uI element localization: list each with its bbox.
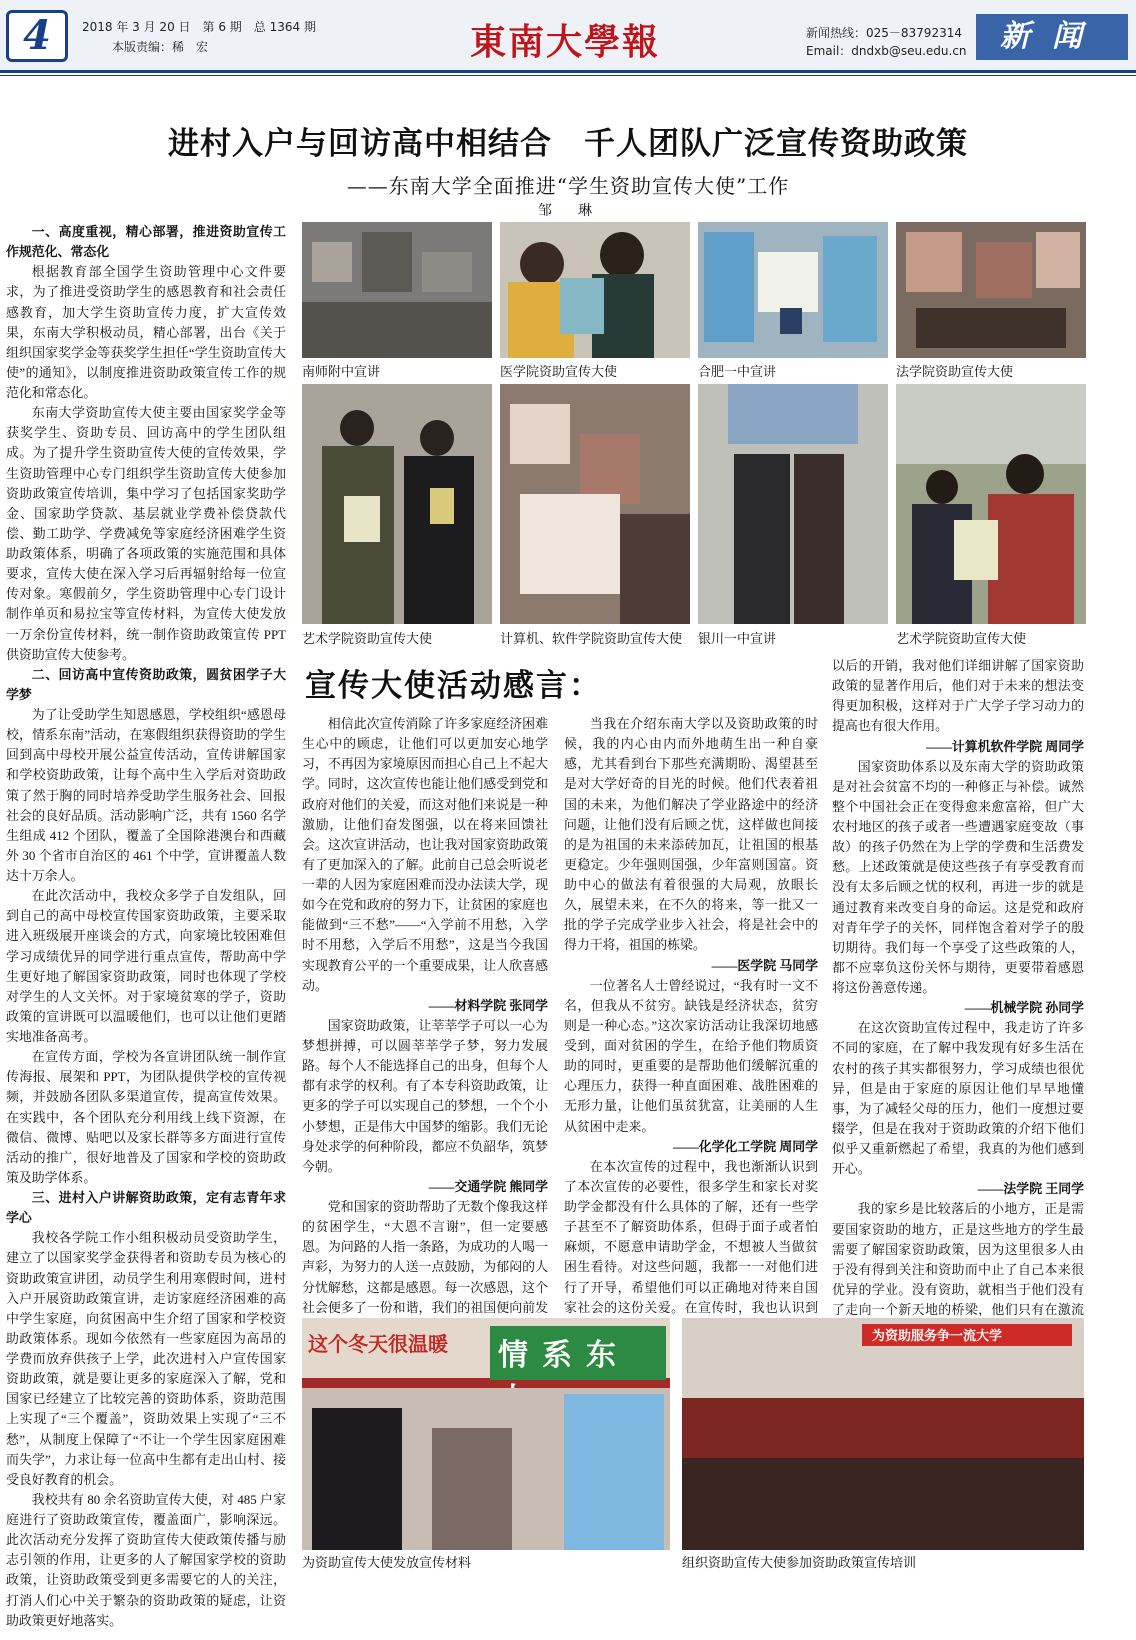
photo-caption: 医学院资助宣传大使 — [500, 365, 618, 380]
photo-training-auditorium — [682, 1318, 1084, 1550]
testimonial-column-2 — [564, 714, 818, 1316]
photo-caption: 计算机、软件学院资助宣传大使 — [500, 632, 683, 647]
testimonial-column-1 — [302, 714, 548, 1316]
paragraph: 我校各学院工作小组积极动员受资助学生，建立了以国家奖学金获得者和资助专员为核心的资助政策宣讲团，动员学生利用寒假时间，进村入户开展资助政策宣讲，走访家庭经济困难的高中学生家庭，向贫困高中生介绍了国家和学校资助政策体系。现如今依然有一些家庭因为高昂的学费而放弃供孩子上学，此次进村入户宣传国家资助政策，就是要让更多的家庭深入了解，党和国家已经建立了比较完善的资助体系，资助范围上实现了“三个覆盖”，资助效果上实现了“三不愁”，从制度上保障了“不让一个学生因家庭困难而失学”，力求让每一位高中生都有走出山村、接受良好教育的机会。 — [6, 1231, 286, 1487]
paragraph: 当我在介绍东南大学以及资助政策的时候，我的内心由内而外地萌生出一种自豪感，尤其看到台下那些充满期盼、渴望甚至是对大学好奇的目光的时候。他们代表着祖国的未来，为他们解决了学业路途中的经济问题，让他们没有后顾之忧，这样做也间接的是为祖国的未来添砖加瓦，让祖国的根基更稳定。少年强则国强，少年富则国富。资助中心的做法有着很强的大局观，放眼长久，展望未来，在不久的将来，等一批又一批的学子完成学业步入社会，将是社会中的得力干将，祖国的栋梁。 — [564, 717, 818, 953]
photo-yinchuan-no1 — [698, 384, 888, 624]
photo-caption: 为资助宣传大使发放宣传材料 — [302, 1556, 472, 1571]
paragraph: 一位著名人士曾经说过，“我有时一文不名，但我从不贫穷。缺钱是经济状态，贫穷则是一种心态。”这次家访活动让我深切地感受到，面对贫困的学生，在给予他们物质资助的同时，更重要的是帮助他们缓解沉重的心理压力，获得一种直面困难、战胜困难的无形力量，让他们虽贫犹富，让美丽的人生从贫困中走来。 — [564, 978, 818, 1134]
paragraph: 为了让受助学生知恩感恩，学校组织“感恩母校，情系东南”活动，在寒假组织获得资助的学生回到高中母校开展公益宣传活动，宣传讲解国家和学校资助政策，让每个高中生入学后对资助政策了然于胸的同时培养受助学生服务社会、回报社会的良好品质。活动影响广泛，共有 1560 名学生组成 412 个团队，覆盖了全国除港澳台和西藏外 30 个省市自治区的 461 个中学，宣讲覆盖人数达十万余人。 — [6, 708, 286, 883]
paragraph: 我的家乡是比较落后的小地方，正是需要国家资助的地方，正是这些地方的学生最需要了解国家资助政策，因为这里很多人由于没有得到关注和资助而中止了自己本来很优异的学业。没有资助，就相当于他们没有了走向一个新天地的桥梁，他们只有在激流 — [832, 1202, 1084, 1316]
paragraph: 以后的开销，我对他们详细讲解了国家资助政策的显著作用后，他们对于未来的想法变得更加积极，这样对于广大学子学习动力的提高也有很大作用。 — [832, 659, 1084, 734]
contact-email: Email：dndxb@seu.edu.cn — [806, 44, 967, 58]
photo-art-school-1 — [302, 384, 492, 624]
article-body-left — [6, 222, 286, 1634]
paragraph: 我校共有 80 余名资助宣传大使，对 485 户家庭进行了资助政策宣传，覆盖面广，影响深远。此次活动充分发挥了资助宣传大使政策传播与励志引领的作用，让更多的人了解国家学校的资助政策，让资助政策受到更多需要它的人的关注，打消人们心中关于繁杂的资助政策的疑虑，让资助政策更好地落实。 — [6, 1492, 286, 1628]
photo-art-school-2 — [896, 384, 1086, 624]
photo-caption: 法学院资助宣传大使 — [896, 365, 1014, 380]
section-subheading: 三、进村入户讲解资助政策，定有志青年求学心 — [6, 1191, 286, 1226]
photo-computer-school — [500, 384, 690, 624]
photo-material-distribution — [302, 1318, 670, 1550]
paragraph: 在这次资助宣传过程中，我走访了许多不同的家庭，在了解中我发现有好多生活在农村的孩子其实都很努力，学习成绩也很优异，但是由于家庭的原因让他们早早地懂事，为了减轻父母的压力，他们一度想过要辍学，但是在我对于资助政策的介绍下他们似乎又重新燃起了希望，我真的为他们感到开心。 — [832, 1021, 1084, 1177]
photo-caption: 合肥一中宣讲 — [698, 365, 777, 380]
banner-text: 情系东 — [498, 1338, 630, 1373]
photo-law-school — [896, 222, 1086, 358]
author-signature: ——机械学院 孙同学 — [964, 1001, 1084, 1016]
photo-caption: 组织资助宣传大使参加资助政策宣传培训 — [682, 1556, 917, 1571]
photo-caption: 南师附中宣讲 — [302, 365, 381, 380]
section-heading: 宣传大使活动感言： — [305, 668, 602, 703]
paragraph: 东南大学资助宣传大使主要由国家奖学金等获奖学生、资助专员、回访高中的学生团队组成。为了提升学生资助宣传大使的宣传效果，学生资助管理中心专门组织学生资助宣传大使参加资助政策宣传培训，集中学习了包括国家奖助学金、国家助学贷款、基层就业学费补偿贷款代偿、勤工助学、学费减免等家庭经济困难学生资助政策体系，明确了各项政策的实施范围和具体要求，宣传大使在深入学习后再辐射给每一位宣传对象。寒假前夕，学生资助管理中心专门设计制作单页和易拉宝等宣传材料，为宣传大使发放一万余份宣传材料，统一制作资助政策宣传 PPT 供资助宣传大使参考。 — [6, 406, 286, 662]
banner-text: 这个冬天很温暖 — [308, 1332, 448, 1356]
paragraph: 根据教育部全国学生资助管理中心文件要求，为了推进受资助学生的感恩教育和社会责任感教育，加大学生资助宣传力度，扩大宣传效果，东南大学积极动员，精心部署，出台《关于组织国家奖学金等获奖学生担任“学生资助宣传大使”的通知》，以制度推进资助政策宣传工作的规范化和常态化。 — [6, 265, 286, 400]
issue-date: 2018 年 3 月 20 日 第 6 期 总 1364 期 — [82, 20, 316, 34]
photo-nanshi-fuzhong — [302, 222, 492, 358]
paragraph: 在宣传方面，学校为各宣讲团队统一制作宣传海报、展架和 PPT，为团队提供学校的宣传视频，并鼓励各团队多渠道宣传，提高宣传效果。在实践中，各个团队充分利用线上线下资源，在微信、微博、贴吧以及家长群等多方面进行宣传活动的推广，很好地普及了国家和学校的资助政策及助学体系。 — [6, 1050, 286, 1185]
photo-caption: 艺术学院资助宣传大使 — [896, 632, 1027, 647]
testimonial-column-3 — [832, 656, 1084, 1316]
paragraph: 相信此次宣传消除了许多家庭经济困难生心中的顾虑，让他们可以更加安心地学习，不再因为家境原因而担心自己上不起大学。同时，这次宣传也能让他们感受到党和政府对他们的关爱，而这对他们来说是一种激励，让他们奋发图强，以在将来回馈社会。这次宣讲活动，也让我对国家资助政策有了更加深入的了解。此前自己总会听说老一辈的人因为家庭困难而没办法读大学，现如今在党和政府的努力下，让贫困的家庭也能做到“三不愁”——“入学前不用愁，入学时不用愁，入学后不用愁”，这是当今我国实现教育公平的一个重要成果，让人欣喜感动。 — [302, 717, 548, 993]
paragraph: 国家资助体系以及东南大学的资助政策是对社会贫富不均的一种修正与补偿。诚然整个中国社会正在变得愈来愈富裕，但广大农村地区的孩子或者一些遭遇家庭变故（事故）的孩子仍然在为上学的学费和生活费发愁。上述政策就是使这些孩子有享受教育而没有太多后顾之忧的权利，再进一步的就是通过教育来改变自身的命运。这是党和政府对青年学子的关怀，同样饱含着对学子的殷切期待。我们每一个享受了这些政策的人，都不应辜负这份关怀与期待，更要带着感恩将这份善意传递。 — [832, 759, 1084, 995]
author-signature: ——化学化工学院 周同学 — [672, 1139, 818, 1154]
section-subheading: 二、回访高中宣传资助政策，圆贫困学子大学梦 — [6, 667, 286, 702]
page-number: 4 — [6, 10, 68, 62]
author-signature: ——法学院 王同学 — [977, 1182, 1084, 1197]
paragraph: 党和国家的资助帮助了无数个像我这样的贫困学生，“大恩不言谢”，但一定要感恩。为问路的人指一条路，为成功的人喝一声彩，为努力的人送一点鼓励，为郁闷的人分忧解愁，这都是感恩。每一次感恩，这个社会便多了一份和谐，我们的祖国便向前发 — [302, 1200, 548, 1315]
author-signature: ——材料学院 张同学 — [428, 998, 548, 1013]
page-header — [0, 0, 1136, 72]
header-rule — [0, 70, 1136, 73]
paragraph: 国家资助政策，让莘莘学子可以一心为梦想拼搏，可以圆莘莘学子梦，努力发展路。每个人不能选择自己的出身，但每个人都有求学的权利。有了本专科资助政策，让更多的学子可以实现自己的梦想，一个个小小梦想，正是伟大中国梦的缩影。我们无论身处求学的何种阶段，都应不负韶华，筑梦今朝。 — [302, 1018, 548, 1174]
header-rule-thin — [0, 75, 1136, 76]
section-subheading: 一、高度重视，精心部署，推进资助宣传工作规范化、常态化 — [6, 225, 286, 260]
author-signature: ——计算机软件学院 周同学 — [926, 739, 1084, 754]
newspaper-masthead: 東南大學報 — [470, 21, 661, 63]
author-signature: ——交通学院 熊同学 — [428, 1179, 548, 1194]
page-editor: 本版责编：稀 宏 — [112, 40, 209, 54]
section-label: 新闻 — [976, 14, 1128, 60]
photo-caption: 艺术学院资助宣传大使 — [302, 632, 433, 647]
photo-hefei-no1 — [698, 222, 888, 358]
banner-text: 为资助服务争一流大学 — [872, 1329, 1003, 1344]
photo-medical-school — [500, 222, 690, 358]
article-headline: 进村入户与回访高中相结合 千人团队广泛宣传资助政策 — [168, 126, 968, 162]
article-subtitle: ——东南大学全面推进“学生资助宣传大使”工作 — [346, 174, 790, 198]
article-author: 邹 琳 — [538, 203, 598, 219]
news-hotline: 新闻热线：025－83792314 — [806, 26, 962, 40]
author-signature: ——医学院 马同学 — [711, 958, 818, 973]
paragraph: 在本次宣传的过程中，我也渐渐认识到了本次宣传的必要性，很多学生和家长对奖助学金都没有什么具体的了解，还有一些学子甚至不了解资助体系，但碍于面子或者怕麻烦，不愿意申请助学金，不想被人当做贫困生看待。对这些问题，我都一一对他们进行了开导，希望他们可以正确地对待来自国家社会的这份关爱。在宣传时，我也认识到 — [564, 1159, 818, 1315]
paragraph: 在此次活动中，我校众多学子自发组队，回到自己的高中母校宣传国家资助政策，主要采取进入班级展开座谈会的方式，向家境比较困难但学习成绩优异的同学进行重点宣传，帮助高中学生更好地了解国家资助政策，同时也体现了学校对学生的人文关怀。对于家境贫寒的学子，资助政策的宣讲既可以温暖他们，也可以让他们更踏实地准备高考。 — [6, 889, 286, 1044]
photo-caption: 银川一中宣讲 — [698, 632, 777, 647]
